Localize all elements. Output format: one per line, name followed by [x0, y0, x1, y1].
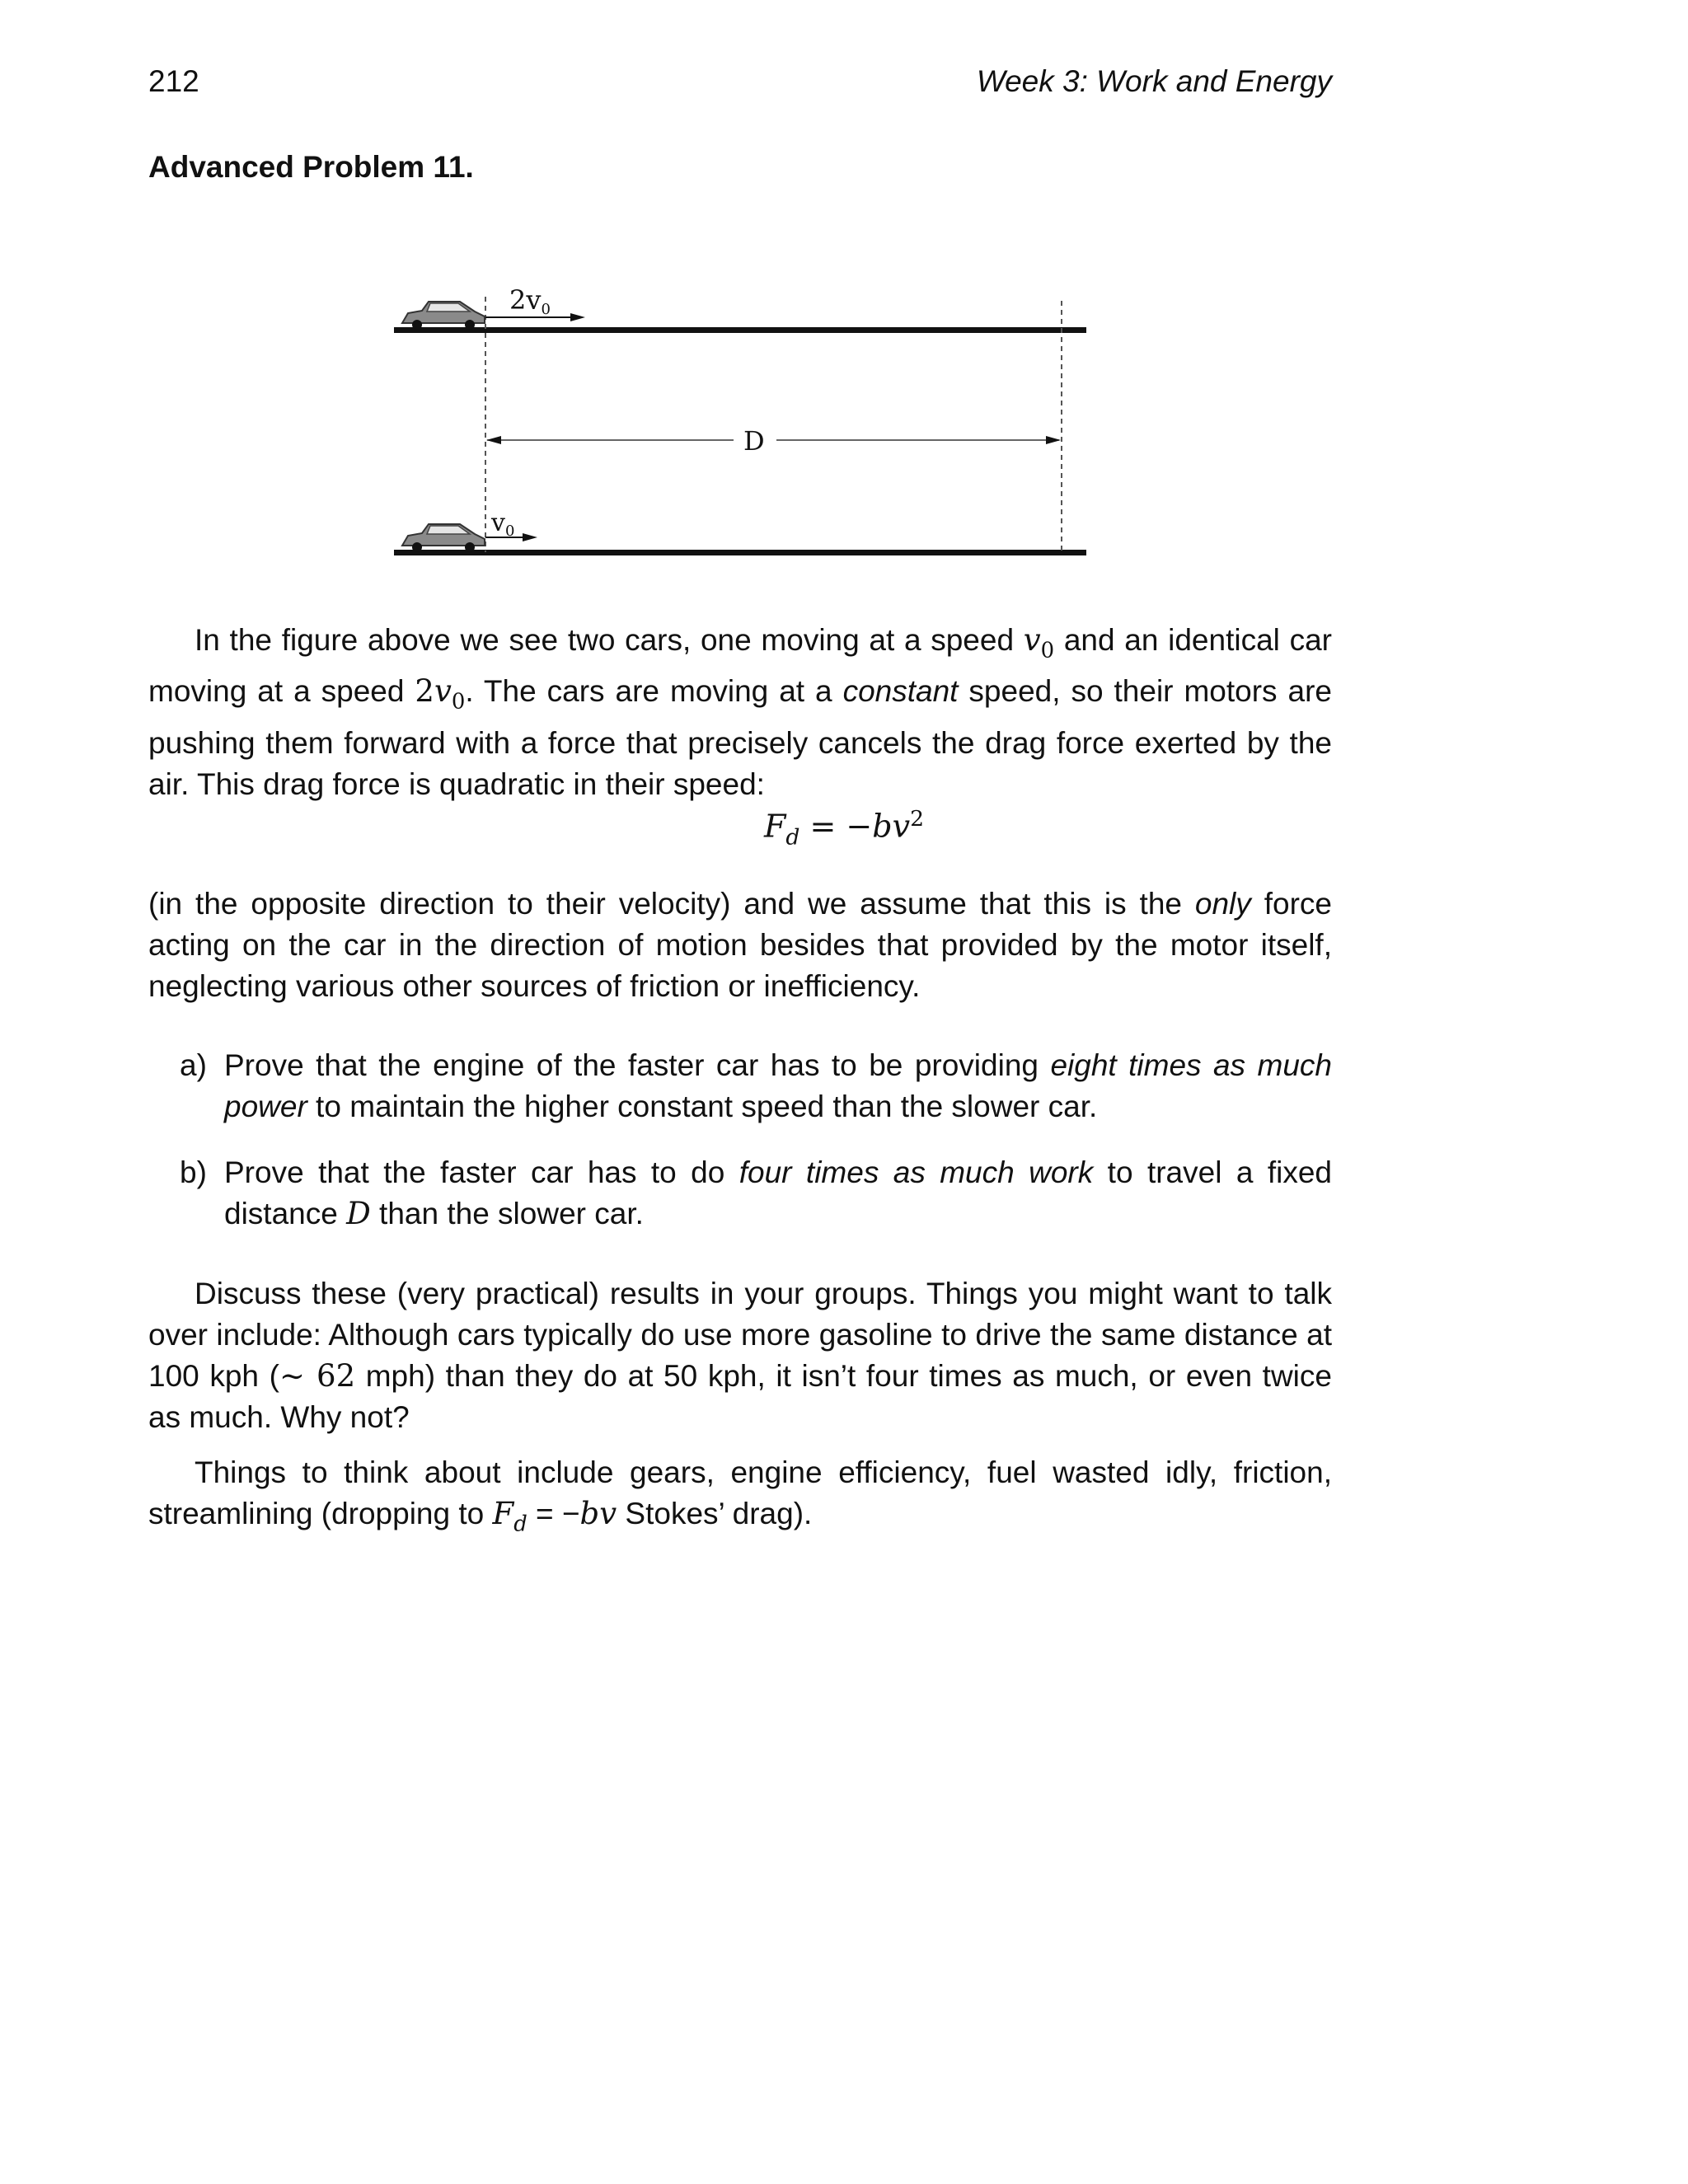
- running-head: Week 3: Work and Energy: [976, 64, 1332, 98]
- top-road: [394, 327, 1086, 333]
- drag-equation: $F_d = -bv^2$: [764, 806, 924, 851]
- list-item-text: Prove that the engine of the faster car has to be providing eight times as much power to maintain the higher constant speed than the slower car.: [224, 1048, 1332, 1123]
- paragraph-intro: In the figure above we see two cars, one moving at a speed $v_0$ and an identical car moving at a speed $2v_0$. The cars are moving at a constant speed, so their motors are pushing them forward with a force that precisely cancels the drag force exerted by the air. This drag force is quadratic in their speed:: [148, 622, 1332, 801]
- list-item-text: Prove that the faster car has to do four times as much work to travel a fixed distance D than the slower car.: [224, 1155, 1332, 1231]
- distance-label: D: [743, 425, 765, 457]
- list-marker: b): [180, 1155, 207, 1189]
- bottom-road: [394, 550, 1086, 555]
- slow-velocity-label: $v_0$: [491, 509, 515, 540]
- page-number: 212: [148, 64, 199, 98]
- fast-car-icon: [402, 302, 485, 330]
- paragraph-assumption: (in the opposite direction to their velocity) and we assume that this is the only force acting on the car in the direction of motion besides that provided by the motor itself, neglecting various other sources of friction or inefficiency.: [148, 887, 1332, 1003]
- fast-velocity-label: 2v0: [509, 284, 551, 318]
- problem-title: Advanced Problem 11.: [148, 150, 474, 184]
- two-cars-figure: [387, 272, 1088, 569]
- paragraph-discussion: Discuss these (very practical) results in your groups. Things you might want to talk over include: Although cars typically do use more gasoline to drive the same distance at 100 kph (∼ 62 mph) than they do at 50 kph, it isn’t four times as much, or even twice as much. Why not?: [148, 1277, 1332, 1434]
- list-marker: a): [180, 1048, 207, 1082]
- slow-car-icon: [402, 524, 485, 552]
- paragraph-things-to-think: Things to think about include gears, engine efficiency, fuel wasted idly, friction, streamlining (dropping to $F_d = -bv$ Stokes’ drag).: [148, 1455, 1332, 1537]
